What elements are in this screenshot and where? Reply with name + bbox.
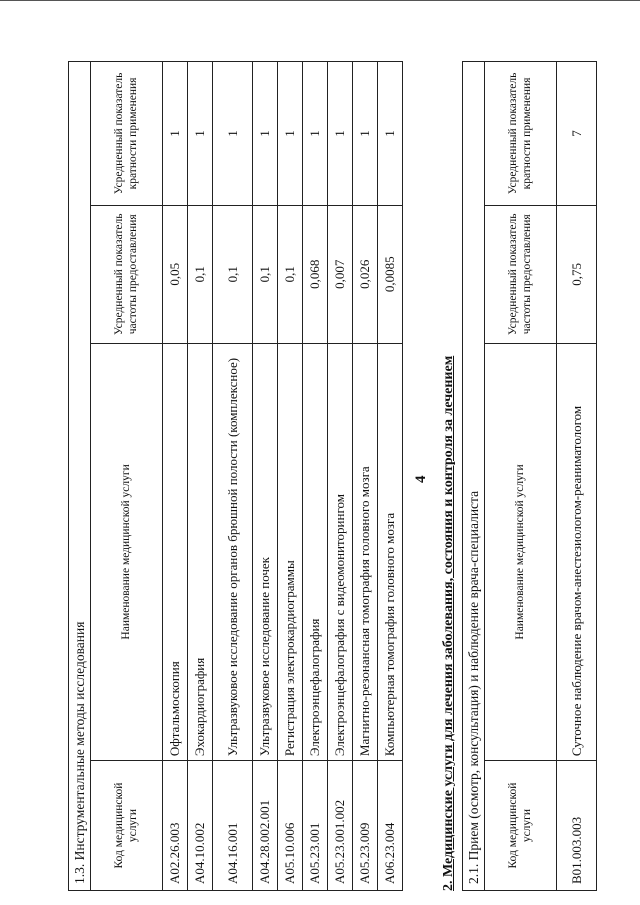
multiplicity-value: 1: [253, 62, 278, 206]
frequency-value: 0,026: [353, 205, 378, 343]
column-header-frequency: Усредненный показатель частоты предоставления: [485, 205, 557, 343]
column-header-frequency: Усредненный показатель частоты предоставления: [91, 205, 163, 343]
service-code: A05.10.006: [278, 761, 303, 891]
service-code: A04.28.002.001: [253, 761, 278, 891]
service-name: Компьютерная томография головного мозга: [378, 343, 403, 760]
service-name: Офтальмоскопия: [163, 343, 188, 760]
service-name: Эхокардиография: [188, 343, 213, 760]
service-code: A05.23.009: [353, 761, 378, 891]
service-name: Регистрация электрокардиограммы: [278, 343, 303, 760]
multiplicity-value: 7: [557, 62, 597, 206]
column-header-name: Наименование медицинской услуги: [91, 343, 163, 760]
table-row: [213, 62, 253, 891]
table-row: [353, 62, 378, 891]
service-code: B01.003.003: [557, 761, 597, 891]
table-row: [328, 62, 353, 891]
multiplicity-value: 1: [188, 62, 213, 206]
table-row: [557, 62, 597, 891]
service-name: Ультразвуковое исследование почек: [253, 343, 278, 760]
subsection-title: 2.1. Прием (осмотр, консультация) и наблюдение врача-специалиста: [463, 62, 485, 891]
column-header-code: Код медицинской услуги: [485, 761, 557, 891]
multiplicity-value: 1: [353, 62, 378, 206]
frequency-value: 0,1: [188, 205, 213, 343]
instrumental-methods-table: [68, 61, 403, 891]
frequency-value: 0,0085: [378, 205, 403, 343]
table-row: [278, 62, 303, 891]
multiplicity-value: 1: [213, 62, 253, 206]
column-header-name: Наименование медицинской услуги: [485, 343, 557, 760]
frequency-value: 0,1: [253, 205, 278, 343]
table-row: [253, 62, 278, 891]
service-name: Ультразвуковое исследование органов брюшной полости (комплексное): [213, 343, 253, 760]
service-name: Электроэнцефалография: [303, 343, 328, 760]
multiplicity-value: 1: [278, 62, 303, 206]
frequency-value: 0,75: [557, 205, 597, 343]
column-header-code: Код медицинской услуги: [91, 761, 163, 891]
multiplicity-value: 1: [378, 62, 403, 206]
service-code: A04.16.001: [213, 761, 253, 891]
table-row: [188, 62, 213, 891]
service-code: A05.23.001: [303, 761, 328, 891]
frequency-value: 0,007: [328, 205, 353, 343]
column-header-multiplicity: Усредненный показатель кратности применения: [91, 62, 163, 206]
section-heading: 2. Медицинские услуги для лечения заболевания, состояния и контроля за лечением: [441, 355, 456, 891]
multiplicity-value: 1: [328, 62, 353, 206]
frequency-value: 0,1: [278, 205, 303, 343]
frequency-value: 0,068: [303, 205, 328, 343]
frequency-value: 0,05: [163, 205, 188, 343]
multiplicity-value: 1: [163, 62, 188, 206]
table-row: [163, 62, 188, 891]
service-code: A04.10.002: [188, 761, 213, 891]
service-name: Магнитно-резонансная томография головного мозга: [353, 343, 378, 760]
service-code: A02.26.003: [163, 761, 188, 891]
frequency-value: 0,1: [213, 205, 253, 343]
table-row: [303, 62, 328, 891]
table-row: [378, 62, 403, 891]
service-code: A06.23.004: [378, 761, 403, 891]
section-title: 1.3. Инструментальные методы исследования: [69, 62, 91, 891]
service-name: Электроэнцефалография с видеомониторингом: [328, 343, 353, 760]
page-number: 4: [413, 475, 429, 483]
multiplicity-value: 1: [303, 62, 328, 206]
specialist-consultation-table: [462, 61, 597, 891]
service-name: Суточное наблюдение врачом-анестезиологом-реаниматологом: [557, 343, 597, 760]
column-header-multiplicity: Усредненный показатель кратности применения: [485, 62, 557, 206]
service-code: A05.23.001.002: [328, 761, 353, 891]
